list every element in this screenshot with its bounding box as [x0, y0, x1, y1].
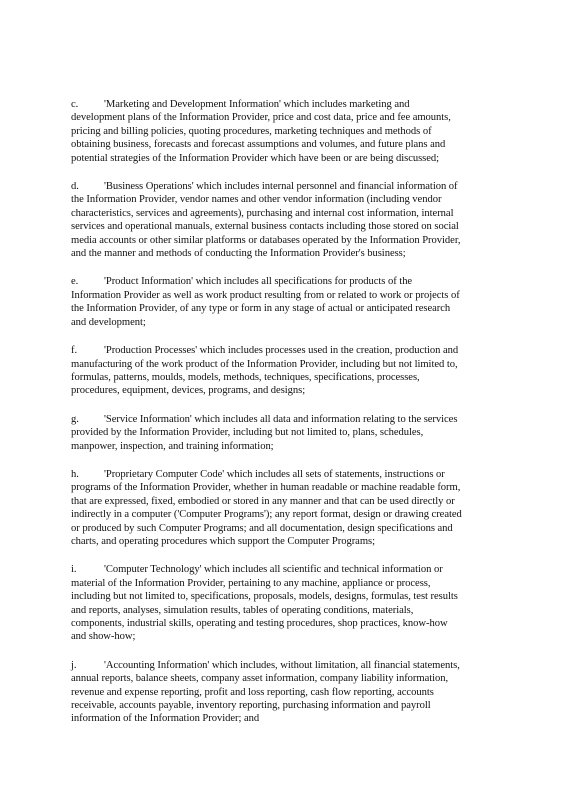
clause-line: potential strategies of the Information Provider which have been or are being discussed; [71, 152, 440, 164]
clause-line: formulas, patterns, moulds, models, methods, techniques, specifications, processes, [71, 371, 420, 383]
clause-line: and development; [71, 316, 146, 328]
clause-list [71, 98, 511, 741]
clause-text: 'Proprietary Computer Code' which includes all sets of statements, instructions or [104, 468, 445, 480]
clause-line: services and operational manuals, external business contacts including those stored on social [71, 221, 459, 233]
clause-letter: c. [71, 99, 79, 110]
clause-line [71, 180, 511, 193]
clause-line [71, 659, 511, 672]
clause-line: obtaining business, forecasts and forecast assumptions and volumes, and future plans and [71, 139, 446, 151]
clause-line: and show-how; [71, 631, 136, 643]
clause-line: manpower, inspection, and training information; [71, 440, 274, 452]
clause-j [71, 659, 511, 726]
clause-line: characteristics, services and agreements), purchasing and internal cost information, internal [71, 207, 454, 219]
clause-letter: j. [71, 659, 77, 671]
clause-letter: h. [71, 468, 79, 480]
clause-line [71, 468, 511, 481]
clause-line: material of the Information Provider, pertaining to any machine, appliance or process, [71, 577, 431, 589]
clause-line: components, industrial skills, operating and testing procedures, shop practices, know-how [71, 618, 448, 629]
clause-d [71, 180, 511, 260]
clause-line [71, 563, 511, 576]
clause-g [71, 413, 511, 453]
clause-line: receivable, accounts payable, inventory reporting, purchasing information and payroll [71, 700, 431, 712]
clause-line [71, 275, 511, 288]
clause-line: revenue and expense reporting, profit and loss reporting, cash flow reporting, accounts [71, 686, 434, 698]
clause-line: development plans of the Information Provider, price and cost data, price and fee amounts, [71, 112, 451, 124]
clause-line: pricing and billing policies, quoting procedures, marketing techniques and methods of [71, 125, 432, 137]
clause-text: 'Accounting Information' which includes, without limitation, all financial statements, [104, 659, 460, 671]
clause-line: media accounts or other similar platforms or databases operated by the Information Provider, [71, 234, 461, 246]
clause-line: including but not limited to, specifications, proposals, models, designs, formulas, test results [71, 591, 458, 603]
clause-line: and the manner and methods of conducting the Information Provider's business; [71, 248, 406, 260]
clause-line: provided by the Information Provider, including but not limited to, plans, schedules, [71, 427, 424, 439]
clause-line: charts, and operating procedures which support the Computer Programs; [71, 535, 375, 547]
clause-letter: i. [71, 564, 77, 576]
clause-line: procedures, equipment, devices, programs, and designs; [71, 385, 306, 397]
clause-letter: f. [71, 345, 78, 357]
clause-line: indirectly in a computer ('Computer Programs'); any report format, design or drawing created [71, 509, 462, 521]
clause-line: the Information Provider, of any type or form in any stage of actual or anticipated research [71, 303, 451, 315]
clause-line: or produced by such Computer Programs; and all documentation, design specifications and [71, 522, 453, 534]
clause-line: the Information Provider, vendor names and other vendor information (including vendor [71, 194, 442, 206]
clause-text: 'Service Information' which includes all data and information relating to the services [104, 413, 458, 425]
clause-line: manufacturing of the work product of the Information Provider, including but not limited to, [71, 358, 458, 370]
clause-i [71, 563, 511, 643]
clause-line: that are expressed, fixed, embodied or stored in any manner and that can be used directly or [71, 495, 455, 507]
clause-letter: e. [71, 276, 79, 288]
clause-line: annual reports, balance sheets, company asset information, company liability information, [71, 673, 449, 685]
clause-f [71, 344, 511, 398]
clause-line: and reports, analyses, simulation results, tables of operating conditions, materials, [71, 604, 414, 616]
clause-e [71, 275, 511, 329]
clause-text: 'Marketing and Development Information' which includes marketing and [104, 99, 410, 110]
clause-text: 'Computer Technology' which includes all scientific and technical information or [104, 564, 443, 576]
clause-line [71, 413, 511, 426]
clause-c [71, 98, 511, 165]
clause-line [71, 344, 511, 357]
clause-letter: d. [71, 181, 79, 193]
clause-text: 'Business Operations' which includes internal personnel and financial information of [104, 181, 458, 193]
clause-line: Information Provider as well as work product resulting from or related to work or projects of [71, 289, 460, 301]
clause-letter: g. [71, 413, 79, 425]
clause-text: 'Product Information' which includes all specifications for products of the [104, 276, 413, 288]
clause-line: programs of the Information Provider, whether in human readable or machine readable form, [71, 482, 461, 494]
clause-line [71, 98, 511, 111]
clause-text: 'Production Processes' which includes processes used in the creation, production and [104, 345, 459, 357]
clause-h [71, 468, 511, 548]
clause-line: information of the Information Provider; and [71, 713, 260, 725]
